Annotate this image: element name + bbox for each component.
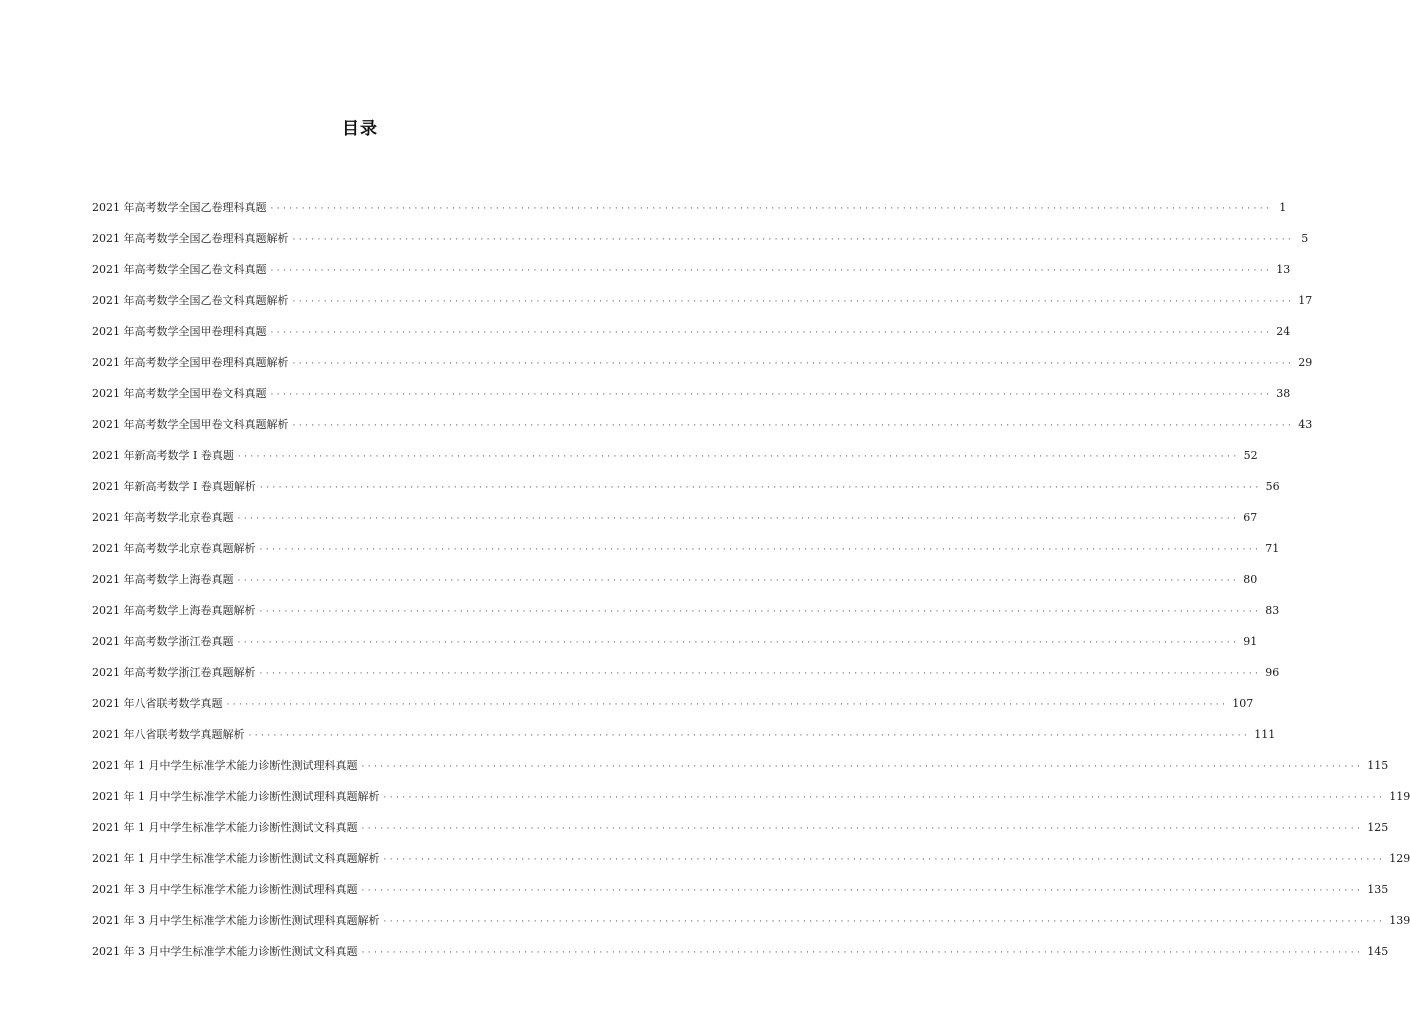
dot-leader: ································································································································································ (237, 638, 1240, 648)
toc-page-number: 24 (1276, 325, 1291, 338)
toc-page-number: 43 (1298, 418, 1313, 431)
toc-entry-title: 2021 年高考数学上海卷真题解析 (92, 604, 256, 617)
toc-page-number: 13 (1276, 263, 1291, 276)
toc-entry-title: 2021 年 1 月中学生标准学术能力诊断性测试理科真题解析 (92, 790, 380, 803)
toc-entry[interactable] (92, 322, 1291, 353)
toc-entry-title: 2021 年高考数学全国乙卷理科真题 (92, 201, 267, 214)
toc-page-number: 91 (1243, 635, 1258, 648)
dot-leader: ································································································································································ (361, 824, 1364, 834)
toc-page-number: 135 (1367, 883, 1389, 896)
toc-page-number: 139 (1389, 914, 1410, 927)
toc-page-number: 38 (1276, 387, 1291, 400)
toc-page-number: 96 (1265, 666, 1280, 679)
toc-page-number: 67 (1243, 511, 1258, 524)
toc-entry-title: 2021 年 1 月中学生标准学术能力诊断性测试理科真题 (92, 759, 358, 772)
dot-leader: ································································································································································ (361, 948, 1364, 958)
toc-entry[interactable] (92, 415, 1313, 446)
toc-entry-title: 2021 年高考数学全国乙卷理科真题解析 (92, 232, 289, 245)
toc-entry[interactable] (92, 787, 1410, 818)
toc-entry[interactable] (92, 508, 1258, 539)
dot-leader: ································································································································································ (292, 421, 1295, 431)
toc-entry-title: 2021 年 3 月中学生标准学术能力诊断性测试文科真题 (92, 945, 358, 958)
toc-entry-title: 2021 年高考数学北京卷真题 (92, 511, 234, 524)
toc-page-number: 71 (1265, 542, 1280, 555)
toc-entry[interactable] (92, 570, 1258, 601)
dot-leader: ································································································································································ (237, 514, 1240, 524)
toc-entry-title: 2021 年高考数学浙江卷真题 (92, 635, 234, 648)
toc-entry-title: 2021 年 3 月中学生标准学术能力诊断性测试理科真题解析 (92, 914, 380, 927)
dot-leader: ································································································································································ (259, 545, 1262, 555)
dot-leader: ································································································································································ (292, 359, 1295, 369)
toc-page-number: 52 (1243, 449, 1258, 462)
toc-heading: 目录 (342, 119, 378, 139)
toc-entry-title: 2021 年高考数学浙江卷真题解析 (92, 666, 256, 679)
toc-entry[interactable] (92, 911, 1410, 942)
dot-leader: ································································································································································ (237, 576, 1240, 586)
dot-leader: ································································································································································ (226, 700, 1229, 710)
toc-entry[interactable] (92, 477, 1280, 508)
toc-entry-title: 2021 年高考数学全国乙卷文科真题 (92, 263, 267, 276)
toc-page-number: 107 (1232, 697, 1254, 710)
toc-entry[interactable] (92, 384, 1291, 415)
toc-entry-title: 2021 年高考数学全国甲卷理科真题解析 (92, 356, 289, 369)
toc-entry[interactable] (92, 818, 1389, 849)
toc-page-number: 129 (1389, 852, 1410, 865)
dot-leader: ································································································································································ (270, 204, 1273, 214)
toc-list (92, 198, 1410, 973)
toc-entry-title: 2021 年高考数学全国乙卷文科真题解析 (92, 294, 289, 307)
toc-page-number: 119 (1389, 790, 1410, 803)
dot-leader: ································································································································································ (259, 483, 1262, 493)
toc-page-number: 125 (1367, 821, 1389, 834)
toc-page-number: 17 (1298, 294, 1313, 307)
toc-entry[interactable] (92, 353, 1313, 384)
toc-entry-title: 2021 年新高考数学 I 卷真题 (92, 449, 234, 462)
toc-entry-title: 2021 年新高考数学 I 卷真题解析 (92, 480, 256, 493)
dot-leader: ································································································································································ (383, 855, 1386, 865)
dot-leader: ································································································································································ (259, 669, 1262, 679)
toc-page-number: 29 (1298, 356, 1313, 369)
toc-entry[interactable] (92, 942, 1389, 973)
dot-leader: ································································································································································ (361, 886, 1364, 896)
toc-entry[interactable] (92, 880, 1389, 911)
toc-entry[interactable] (92, 601, 1280, 632)
toc-page-number: 115 (1367, 759, 1389, 772)
toc-entry-title: 2021 年高考数学北京卷真题解析 (92, 542, 256, 555)
toc-entry[interactable] (92, 291, 1313, 322)
toc-page-number: 1 (1279, 201, 1287, 214)
dot-leader: ································································································································································ (270, 328, 1273, 338)
toc-entry[interactable] (92, 725, 1276, 756)
dot-leader: ································································································································································ (292, 235, 1295, 245)
toc-entry-title: 2021 年高考数学全国甲卷文科真题 (92, 387, 267, 400)
toc-entry-title: 2021 年 1 月中学生标准学术能力诊断性测试文科真题解析 (92, 852, 380, 865)
toc-entry-title: 2021 年高考数学全国甲卷文科真题解析 (92, 418, 289, 431)
toc-entry-title: 2021 年 1 月中学生标准学术能力诊断性测试文科真题 (92, 821, 358, 834)
toc-page-number: 83 (1265, 604, 1280, 617)
toc-entry[interactable] (92, 663, 1280, 694)
toc-entry[interactable] (92, 260, 1291, 291)
toc-entry[interactable] (92, 632, 1258, 663)
toc-entry[interactable] (92, 229, 1309, 260)
dot-leader: ································································································································································ (270, 266, 1273, 276)
toc-entry[interactable] (92, 446, 1258, 477)
toc-entry[interactable] (92, 539, 1280, 570)
toc-entry[interactable] (92, 756, 1389, 787)
dot-leader: ································································································································································ (292, 297, 1295, 307)
toc-entry-title: 2021 年 3 月中学生标准学术能力诊断性测试理科真题 (92, 883, 358, 896)
toc-page-number: 56 (1265, 480, 1280, 493)
dot-leader: ································································································································································ (237, 452, 1240, 462)
toc-entry[interactable] (92, 849, 1410, 880)
toc-entry-title: 2021 年高考数学全国甲卷理科真题 (92, 325, 267, 338)
dot-leader: ································································································································································ (383, 793, 1386, 803)
toc-page-number: 145 (1367, 945, 1389, 958)
toc-page-number: 80 (1243, 573, 1258, 586)
toc-entry[interactable] (92, 198, 1287, 229)
dot-leader: ································································································································································ (248, 731, 1251, 741)
toc-entry-title: 2021 年八省联考数学真题解析 (92, 728, 245, 741)
toc-entry-title: 2021 年高考数学上海卷真题 (92, 573, 234, 586)
toc-entry-title: 2021 年八省联考数学真题 (92, 697, 223, 710)
dot-leader: ································································································································································ (270, 390, 1273, 400)
toc-page-number: 111 (1254, 728, 1276, 741)
toc-page-number: 5 (1301, 232, 1309, 245)
dot-leader: ································································································································································ (383, 917, 1386, 927)
dot-leader: ································································································································································ (361, 762, 1364, 772)
toc-entry[interactable] (92, 694, 1254, 725)
dot-leader: ································································································································································ (259, 607, 1262, 617)
